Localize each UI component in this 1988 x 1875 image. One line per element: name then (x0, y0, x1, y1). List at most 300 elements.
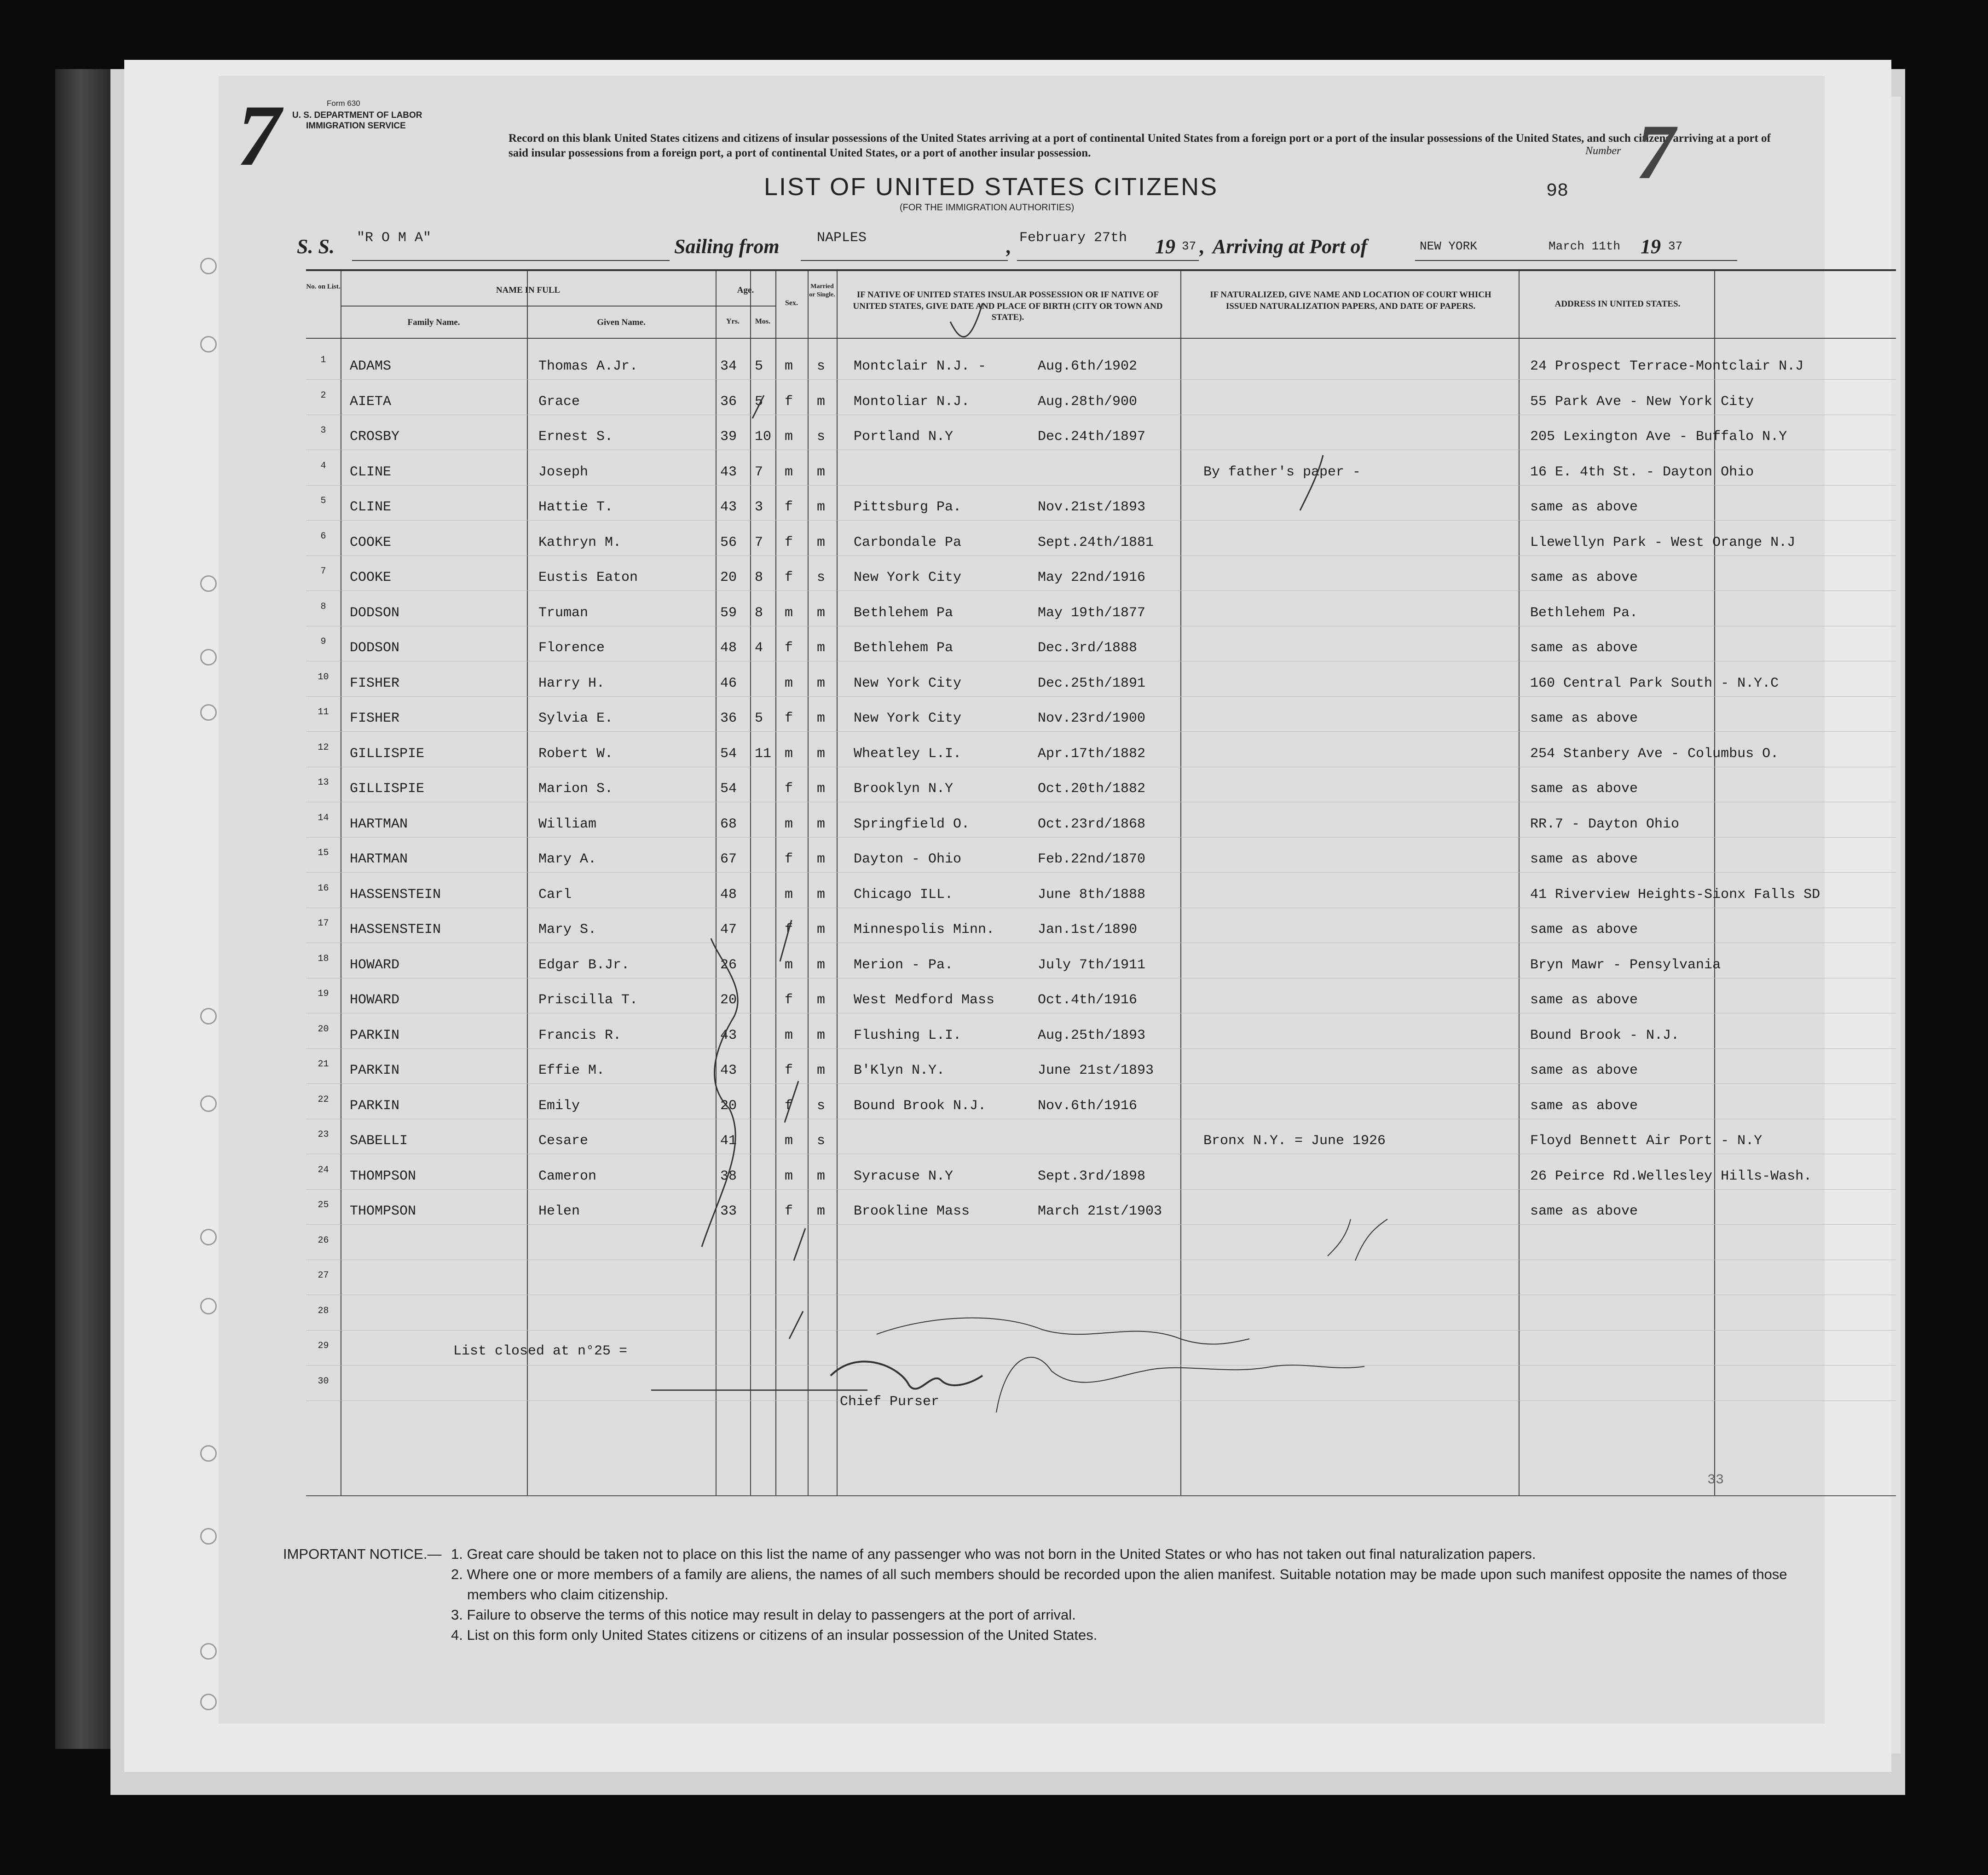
marital-status-cell: m (817, 534, 826, 550)
marital-status-cell: s (817, 1133, 826, 1149)
signature-purser (831, 1361, 982, 1389)
citizens-table (306, 269, 1896, 1496)
marital-status-cell: m (817, 746, 826, 762)
age-years-cell: 54 (720, 746, 737, 762)
family-name-cell: CROSBY (350, 429, 400, 445)
birth-date-cell: Jan.1st/1890 (1038, 922, 1138, 938)
notice-item: 2. Where one or more members of a family are aliens, the names of all such members should be recorded upon the alien manifest. Suitable notation may be made upon such manifest opposite the names of those members who claim citizenship. (451, 1566, 1787, 1603)
family-name-cell: DODSON (350, 640, 400, 656)
given-name-cell: Cameron (538, 1168, 597, 1184)
birth-date-cell: Apr.17th/1882 (1038, 746, 1146, 762)
chief-purser-label: Chief Purser (840, 1394, 940, 1410)
number-label: Number (1585, 145, 1621, 157)
address-cell: 160 Central Park South - N.Y.C (1530, 675, 1779, 691)
address-cell: RR.7 - Dayton Ohio (1530, 816, 1680, 832)
form-big-number: 7 (237, 87, 281, 184)
address-cell: same as above (1530, 1204, 1638, 1219)
family-name-cell: THOMPSON (350, 1204, 416, 1219)
given-name-cell: Eustis Eaton (538, 570, 638, 585)
given-name-cell: Sylvia E. (538, 711, 613, 726)
age-years-cell: 39 (720, 429, 737, 445)
page-stamp: 33 (1707, 1472, 1724, 1488)
given-name-cell: Priscilla T. (538, 992, 638, 1008)
family-name-cell: CLINE (350, 464, 392, 480)
comma: , (1200, 235, 1205, 258)
birth-place-cell: Brooklyn N.Y (854, 781, 954, 797)
row-number: 26 (318, 1235, 329, 1246)
date-underline (1017, 260, 1199, 261)
birth-place-cell: Flushing L.I. (854, 1027, 962, 1043)
list-closed-note: List closed at n°25 = (453, 1343, 628, 1359)
row-number: 30 (318, 1376, 329, 1387)
age-years-cell: 36 (720, 394, 737, 410)
sex-cell: f (785, 499, 793, 515)
address-cell: Bryn Mawr - Pensylvania (1530, 957, 1721, 973)
handwritten-annotation (702, 938, 738, 1247)
address-cell: same as above (1530, 781, 1638, 797)
given-name-cell: Thomas A.Jr. (538, 359, 638, 374)
binder-edge (55, 69, 110, 1749)
naturalization-cell: Bronx N.Y. = June 1926 (1203, 1133, 1386, 1149)
birth-date-cell: Aug.28th/900 (1038, 394, 1138, 410)
age-months-cell: 7 (755, 534, 763, 550)
age-years-cell: 43 (720, 1027, 737, 1043)
family-name-cell: HASSENSTEIN (350, 886, 441, 903)
age-years-cell: 48 (720, 886, 737, 903)
row-number: 3 (320, 425, 326, 436)
header-yrs: Yrs. (726, 318, 740, 325)
birth-date-cell: Feb.22nd/1870 (1038, 851, 1146, 867)
marital-status-cell: m (817, 851, 826, 867)
address-cell: same as above (1530, 851, 1638, 867)
family-name-cell: COOKE (350, 534, 392, 550)
punch-hole (200, 1095, 217, 1112)
birth-place-cell: Pittsburg Pa. (854, 499, 962, 515)
age-years-cell: 43 (720, 1063, 737, 1078)
row-number: 14 (318, 812, 329, 823)
page-number: 98 (1546, 181, 1569, 202)
family-name-cell: HASSENSTEIN (350, 922, 441, 938)
row-number: 1 (320, 355, 326, 365)
age-months-cell: 4 (755, 640, 763, 656)
naturalization-cell: By father's paper - (1203, 464, 1361, 480)
notice-item: 3. Failure to observe the terms of this notice may result in delay to passengers at the port of arrival. (451, 1607, 1076, 1623)
birth-date-cell: Dec.24th/1897 (1038, 429, 1146, 445)
signature-inspector (996, 1357, 1364, 1412)
sex-cell: m (785, 605, 793, 621)
address-cell: same as above (1530, 640, 1638, 656)
birth-place-cell: Portland N.Y (854, 429, 954, 445)
birth-place-cell: New York City (854, 570, 962, 585)
address-cell: same as above (1530, 570, 1638, 585)
sex-cell: f (785, 1063, 793, 1078)
family-name-cell: PARKIN (350, 1027, 400, 1043)
marital-status-cell: m (817, 1168, 826, 1184)
address-cell: same as above (1530, 1098, 1638, 1114)
row-number: 15 (318, 848, 329, 858)
birth-place-cell: Chicago ILL. (854, 886, 954, 903)
birth-place-cell: Merion - Pa. (854, 957, 954, 973)
row-number: 13 (318, 777, 329, 788)
row-number: 23 (318, 1129, 329, 1140)
sex-cell: m (785, 359, 793, 374)
sex-cell: m (785, 1168, 793, 1184)
marital-status-cell: m (817, 394, 826, 410)
birth-date-cell: May 19th/1877 (1038, 605, 1146, 621)
birth-date-cell: Nov.6th/1916 (1038, 1098, 1138, 1114)
address-cell: 205 Lexington Ave - Buffalo N.Y (1530, 429, 1787, 445)
ship-underline (352, 260, 670, 261)
marital-status-cell: m (817, 675, 826, 691)
header-given-name: Given Name. (597, 318, 646, 327)
marital-status-cell: s (817, 570, 826, 585)
family-name-cell: GILLISPIE (350, 781, 425, 797)
marital-status-cell: m (817, 957, 826, 973)
age-months-cell: 8 (755, 605, 763, 621)
sex-cell: f (785, 640, 793, 656)
department-line: U. S. DEPARTMENT OF LABOR (292, 110, 422, 120)
sailing-year-prefix: 19 (1155, 235, 1175, 258)
sailing-year: 37 (1182, 239, 1196, 253)
row-number: 9 (320, 637, 326, 647)
family-name-cell: PARKIN (350, 1063, 400, 1078)
sex-cell: f (785, 922, 793, 938)
address-cell: Bound Brook - N.J. (1530, 1027, 1680, 1043)
age-months-cell: 8 (755, 570, 763, 585)
given-name-cell: Robert W. (538, 746, 613, 762)
address-cell: 26 Peirce Rd.Wellesley Hills-Wash. (1530, 1168, 1812, 1184)
ship-name: "R O M A" (357, 230, 432, 246)
birth-date-cell: Aug.6th/1902 (1038, 359, 1138, 374)
row-number: 10 (318, 671, 329, 683)
punch-hole (200, 1528, 217, 1545)
sex-cell: m (785, 675, 793, 691)
punch-hole (200, 1445, 217, 1462)
sex-cell: m (785, 1027, 793, 1043)
marital-status-cell: m (817, 922, 826, 938)
family-name-cell: DODSON (350, 605, 400, 621)
age-months-cell: 10 (755, 429, 772, 445)
handwritten-number (1328, 1219, 1387, 1261)
marital-status-cell: m (817, 1204, 826, 1219)
header-sex: Sex. (785, 299, 798, 307)
birth-place-cell: West Medford Mass (854, 992, 995, 1008)
port-underline (801, 260, 1008, 261)
header-naturalized: IF NATURALIZED, GIVE NAME AND LOCATION OF COURT WHICH ISSUED NATURALIZATION PAPERS, AND DATE OF PAPERS. (1210, 290, 1491, 311)
arrival-year: 37 (1668, 239, 1683, 253)
sex-cell: m (785, 957, 793, 973)
sailing-port: NAPLES (817, 230, 867, 246)
age-months-cell: 11 (755, 746, 772, 762)
birth-place-cell: Montclair N.J. - (854, 359, 987, 374)
age-years-cell: 47 (720, 922, 737, 938)
arrival-date: March 11th (1549, 239, 1621, 253)
marital-status-cell: m (817, 816, 826, 832)
birth-date-cell: Oct.4th/1916 (1038, 992, 1138, 1008)
punch-hole (200, 575, 217, 592)
marital-status-cell: m (817, 605, 826, 621)
department-block (292, 110, 422, 132)
given-name-cell: Mary S. (538, 922, 597, 938)
row-number: 27 (318, 1270, 329, 1281)
marital-status-cell: s (817, 429, 826, 445)
birth-place-cell: Dayton - Ohio (854, 851, 962, 867)
birth-place-cell: New York City (854, 675, 962, 691)
marital-status-cell: m (817, 1027, 826, 1043)
given-name-cell: Helen (538, 1204, 580, 1219)
marital-status-cell: m (817, 464, 826, 480)
address-cell: same as above (1530, 992, 1638, 1008)
arriving-label: Arriving at Port of (1213, 235, 1368, 258)
header-family-name: Family Name. (407, 318, 460, 327)
sex-cell: m (785, 746, 793, 762)
list-number: 7 (1636, 109, 1675, 195)
punch-hole (200, 336, 217, 353)
arrival-year-prefix: 19 (1641, 235, 1661, 258)
birth-place-cell: Wheatley L.I. (854, 746, 962, 762)
birth-date-cell: June 21st/1893 (1038, 1063, 1154, 1078)
given-name-cell: Joseph (538, 464, 589, 480)
sex-cell: m (785, 1133, 793, 1149)
marital-status-cell: m (817, 640, 826, 656)
birth-place-cell: Montoliar N.J. (854, 394, 970, 410)
record-instructions: Record on this blank United States citizens and citizens of insular possessions of the United States arriving at a port of continental United States from a foreign port or a port of the insular possessions of the United States, and such citizens arriving at a port of said insular possessions from a foreign port, a port of continental United States, or a port of another insular possession. (509, 132, 1771, 159)
header-birth: IF NATIVE OF UNITED STATES INSULAR POSSESSION OR IF NATIVE OF UNITED STATES, GIVE DATE AND PLACE OF BIRTH (CITY OR TOWN AND STATE). (853, 290, 1163, 323)
sex-cell: f (785, 1204, 793, 1219)
header-mos: Mos. (755, 318, 771, 325)
row-number: 16 (318, 883, 329, 894)
row-number: 8 (320, 601, 326, 612)
birth-date-cell: Oct.23rd/1868 (1038, 816, 1146, 832)
punch-hole (200, 1229, 217, 1245)
age-months-cell: 3 (755, 499, 763, 515)
family-name-cell: FISHER (350, 675, 400, 691)
address-cell: same as above (1530, 1063, 1638, 1078)
row-number: 28 (318, 1305, 329, 1316)
age-years-cell: 59 (720, 605, 737, 621)
birth-date-cell: Sept.3rd/1898 (1038, 1168, 1146, 1184)
row-number: 11 (318, 707, 329, 718)
birth-place-cell: Bethlehem Pa (854, 640, 954, 656)
age-years-cell: 46 (720, 675, 737, 691)
marital-status-cell: m (817, 1063, 826, 1078)
row-number: 6 (320, 531, 326, 542)
birth-place-cell: Brookline Mass (854, 1204, 970, 1219)
given-name-cell: Edgar B.Jr. (538, 957, 630, 973)
age-years-cell: 34 (720, 359, 737, 374)
family-name-cell: HARTMAN (350, 851, 408, 867)
age-years-cell: 48 (720, 640, 737, 656)
punch-hole (200, 649, 217, 666)
given-name-cell: Cesare (538, 1133, 589, 1149)
birth-date-cell: Dec.3rd/1888 (1038, 640, 1138, 656)
birth-place-cell: Bound Brook N.J. (854, 1098, 987, 1114)
age-months-cell: 5 (755, 711, 763, 726)
address-cell: same as above (1530, 711, 1638, 726)
birth-date-cell: March 21st/1903 (1038, 1204, 1162, 1219)
birth-date-cell: July 7th/1911 (1038, 957, 1146, 973)
birth-place-cell: Minnespolis Minn. (854, 922, 995, 938)
signature-montgomery (877, 1318, 1249, 1344)
sex-cell: f (785, 534, 793, 550)
handwritten-tick (780, 920, 805, 1339)
address-cell: Floyd Bennett Air Port - N.Y (1530, 1133, 1763, 1149)
family-name-cell: AIETA (350, 394, 392, 410)
family-name-cell: COOKE (350, 570, 392, 585)
age-months-cell: 7 (755, 464, 763, 480)
punch-hole (200, 1694, 217, 1710)
given-name-cell: Marion S. (538, 781, 613, 797)
row-number: 19 (318, 989, 329, 999)
row-number: 18 (318, 953, 329, 964)
age-years-cell: 43 (720, 464, 737, 480)
handwritten-check-mark (1300, 455, 1323, 510)
address-cell: 16 E. 4th St. - Dayton Ohio (1530, 464, 1754, 480)
sailing-date: February 27th (1019, 230, 1127, 246)
age-years-cell: 20 (720, 1098, 737, 1114)
arrival-date-underline (1549, 260, 1696, 261)
arrival-port: NEW YORK (1420, 239, 1477, 253)
punch-hole (200, 1643, 217, 1660)
ss-label: S. S. (297, 235, 335, 258)
birth-place-cell: B'Klyn N.Y. (854, 1063, 945, 1078)
row-number: 29 (318, 1341, 329, 1351)
row-number: 24 (318, 1164, 329, 1175)
birth-date-cell: Aug.25th/1893 (1038, 1027, 1146, 1043)
given-name-cell: Kathryn M. (538, 534, 622, 550)
age-years-cell: 56 (720, 534, 737, 550)
age-years-cell: 54 (720, 781, 737, 797)
notice-items (451, 1544, 1809, 1645)
sex-cell: f (785, 781, 793, 797)
age-years-cell: 68 (720, 816, 737, 832)
punch-hole (200, 258, 217, 274)
given-name-cell: Truman (538, 605, 589, 621)
sex-cell: m (785, 886, 793, 903)
family-name-cell: ADAMS (350, 359, 392, 374)
comma: , (1006, 235, 1011, 258)
age-years-cell: 33 (720, 1204, 737, 1219)
age-years-cell: 36 (720, 711, 737, 726)
birth-place-cell: Syracuse N.Y (854, 1168, 954, 1184)
given-name-cell: Grace (538, 394, 580, 410)
age-years-cell: 26 (720, 957, 737, 973)
family-name-cell: GILLISPIE (350, 746, 425, 762)
family-name-cell: HOWARD (350, 992, 400, 1008)
age-years-cell: 41 (720, 1133, 737, 1149)
sailing-label: Sailing from (674, 235, 780, 258)
sex-cell: f (785, 394, 793, 410)
row-number: 5 (320, 496, 326, 506)
row-number: 7 (320, 566, 326, 577)
given-name-cell: William (538, 816, 597, 832)
birth-place-cell: New York City (854, 711, 962, 726)
family-name-cell: HARTMAN (350, 816, 408, 832)
age-years-cell: 38 (720, 1168, 737, 1184)
punch-hole (200, 1298, 217, 1314)
address-cell: 41 Riverview Heights-Sionx Falls SD (1530, 886, 1820, 903)
family-name-cell: FISHER (350, 711, 400, 726)
sex-cell: m (785, 464, 793, 480)
age-months-cell: 5 (755, 394, 763, 410)
address-cell: Bethlehem Pa. (1530, 605, 1638, 621)
marital-status-cell: s (817, 359, 826, 374)
birth-date-cell: June 8th/1888 (1038, 886, 1146, 903)
row-number: 2 (320, 390, 326, 401)
row-number: 22 (318, 1094, 329, 1105)
age-years-cell: 67 (720, 851, 737, 867)
age-years-cell: 20 (720, 570, 737, 585)
birth-date-cell: May 22nd/1916 (1038, 570, 1146, 585)
marital-status-cell: m (817, 781, 826, 797)
header-age: Age. (737, 285, 754, 295)
given-name-cell: Carl (538, 886, 572, 903)
address-cell: 24 Prospect Terrace-Montclair N.J (1530, 359, 1804, 374)
family-name-cell: THOMPSON (350, 1168, 416, 1184)
sex-cell: m (785, 429, 793, 445)
sex-cell: f (785, 711, 793, 726)
birth-place-cell: Carbondale Pa (854, 534, 962, 550)
given-name-cell: Effie M. (538, 1063, 605, 1078)
birth-date-cell: Nov.23rd/1900 (1038, 711, 1146, 726)
row-number: 25 (318, 1200, 329, 1210)
age-years-cell: 20 (720, 992, 737, 1008)
family-name-cell: PARKIN (350, 1098, 400, 1114)
marital-status-cell: m (817, 711, 826, 726)
notice-label: IMPORTANT NOTICE.— (283, 1546, 442, 1562)
given-name-cell: Emily (538, 1098, 580, 1114)
header-address: ADDRESS IN UNITED STATES. (1555, 299, 1681, 309)
birth-date-cell: Sept.24th/1881 (1038, 534, 1154, 550)
service-line: IMMIGRATION SERVICE (306, 121, 406, 131)
notice-item: 4. List on this form only United States citizens or citizens of an insular possession of the United States. (451, 1627, 1098, 1644)
address-cell: same as above (1530, 499, 1638, 515)
sex-cell: f (785, 851, 793, 867)
given-name-cell: Harry H. (538, 675, 605, 691)
given-name-cell: Francis R. (538, 1027, 622, 1043)
address-cell: 55 Park Ave - New York City (1530, 394, 1754, 410)
notice-item: 1. Great care should be taken not to place on this list the name of any passenger who was not born in the United States or who has not taken out final naturalization papers. (451, 1546, 1536, 1562)
address-cell: 254 Stanbery Ave - Columbus O. (1530, 746, 1779, 762)
header-no-on-list: No. on List. (306, 283, 341, 290)
handwriting-overlay (306, 271, 1896, 1495)
row-number: 21 (318, 1059, 329, 1070)
marital-status-cell: m (817, 499, 826, 515)
marital-status-cell: m (817, 886, 826, 903)
address-cell: same as above (1530, 922, 1638, 938)
family-name-cell: CLINE (350, 499, 392, 515)
given-name-cell: Ernest S. (538, 429, 613, 445)
punch-hole (200, 1008, 217, 1024)
header-name-in-full: NAME IN FULL (496, 285, 561, 295)
punch-hole (200, 704, 217, 721)
manifest-sheet (219, 76, 1825, 1724)
handwritten-tick (752, 395, 764, 418)
given-name-cell: Florence (538, 640, 605, 656)
address-cell: Llewellyn Park - West Orange N.J (1530, 534, 1796, 550)
marital-status-cell: m (817, 992, 826, 1008)
row-number: 4 (320, 460, 326, 471)
family-name-cell: HOWARD (350, 957, 400, 973)
sex-cell: f (785, 992, 793, 1008)
sex-cell: f (785, 1098, 793, 1114)
sex-cell: f (785, 570, 793, 585)
age-years-cell: 43 (720, 499, 737, 515)
row-number: 20 (318, 1024, 329, 1035)
age-months-cell: 5 (755, 359, 763, 374)
header-married-single: Married or Single. (809, 283, 835, 299)
page-subtitle: (FOR THE IMMIGRATION AUTHORITIES) (900, 203, 1075, 213)
